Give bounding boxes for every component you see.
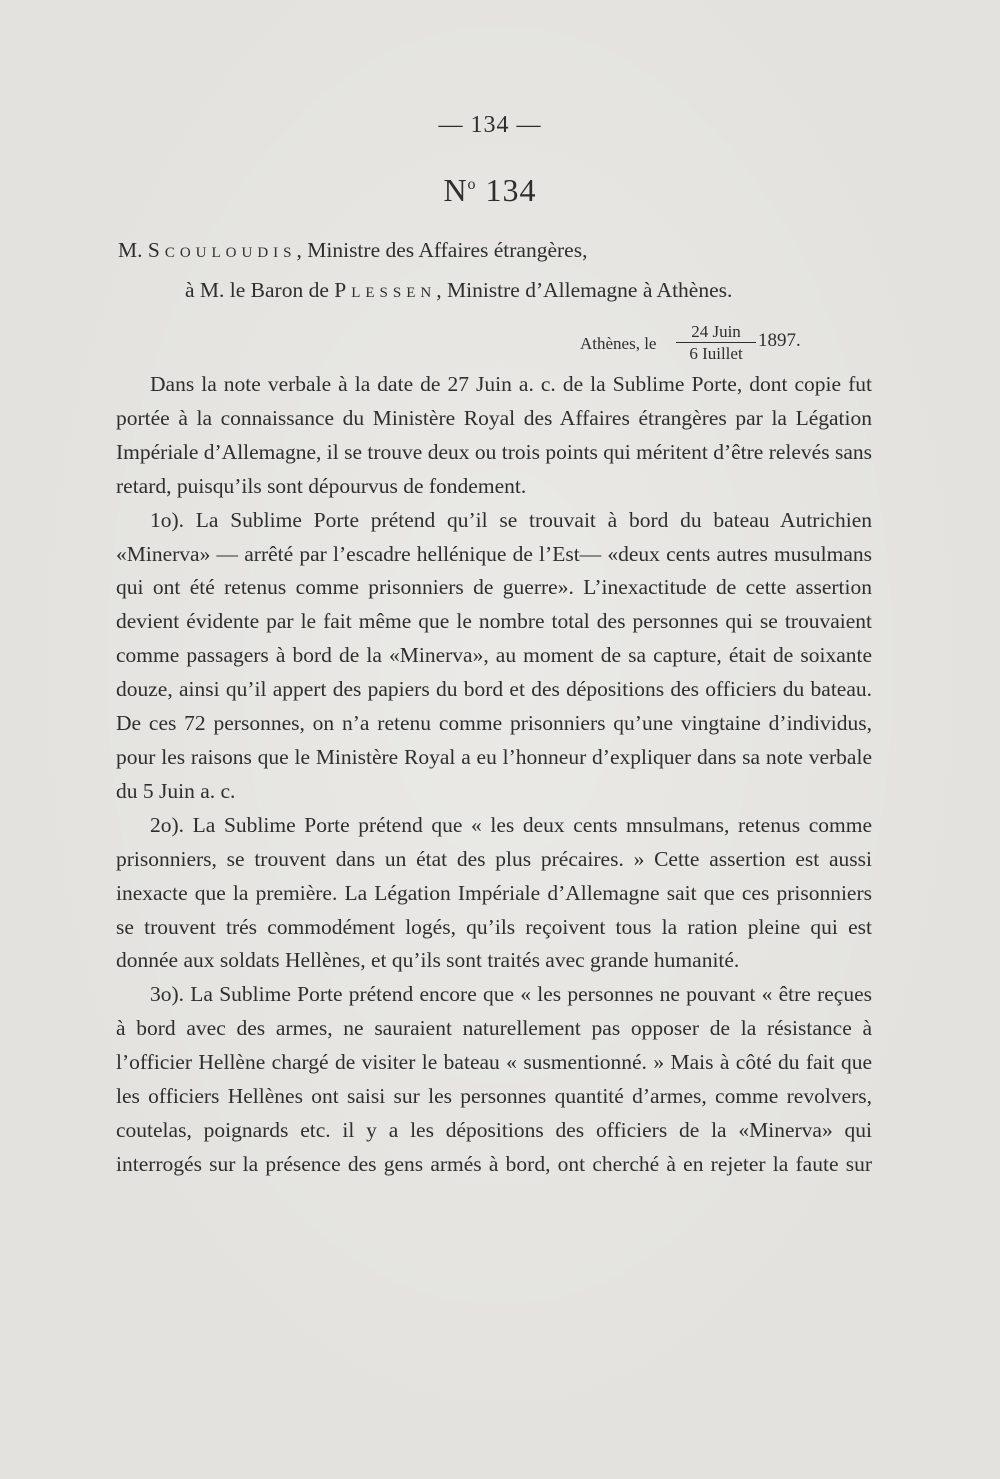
fraction-bar [676, 342, 756, 343]
sender-prefix: M. [118, 238, 148, 262]
document-number-value: 134 [485, 172, 537, 208]
dateline-place: Athènes, le [580, 334, 657, 353]
paragraph-point-1: 1o). La Sublime Porte prétend qu’il se trouvait à bord du bateau Autrichien «Minerva» — arrêté par l’escadre hellénique de l’Est— «deux cents autres musulmans qui ont été retenus comme prisonniers de guerre». L’inexactitude de cette assertion devient évidente par le fait même que le nombre total des personnes qui se trouvaient comme passagers à bord de la «Minerva», au moment de sa capture, était de soixante douze, ainsi qu’il appert des papiers du bord et des dépositions des officiers du bateau. De ces 72 personnes, on n’a retenu comme prisonniers qu’une vingtaine d’individus, pour les raisons que le Ministère Royal a eu l’honneur d’expliquer dans sa note verbale du 5 Juin a. c. [116, 507, 872, 803]
recipient-name: Plessen [334, 278, 437, 302]
paragraph-intro: Dans la note verbale à la date de 27 Juin a. c. de la Sublime Porte, dont copie fut portée à la connaissance du Ministère Royal des Affaires étrangères par la Légation Impériale d’Allemagne, il se trouve deux ou trois points qui méritent d’être relevés sans retard, puisqu’ils sont dépourvus de fondement. [116, 372, 872, 498]
sender-line [118, 238, 587, 263]
recipient-line [185, 278, 732, 303]
page-number: — 134 — [438, 112, 542, 138]
document-number [0, 172, 980, 209]
recipient-prefix: à M. le Baron de [185, 278, 335, 302]
letter-body [116, 368, 872, 1182]
dateline-year: 1897. [758, 330, 801, 351]
sender-name: Scouloudis [147, 238, 297, 262]
recipient-title: , Ministre d’Allemagne à Athènes. [436, 278, 733, 302]
sender-title: , Ministre des Affaires étrangères, [296, 238, 588, 262]
document-number-superscript: o [467, 176, 477, 193]
document-number-prefix: N [443, 172, 468, 208]
dateline-julian-date: 24 Juin [691, 322, 741, 341]
dateline-gregorian-date: 6 Iuillet [689, 344, 743, 363]
paragraph-point-2: 2o). La Sublime Porte prétend que « les deux cents mnsulmans, retenus comme prisonniers, se trouvent dans un état des plus précaires. » Cette assertion est aussi inexacte que la première. La Légation Impériale d’Allemagne sait que ces prisonniers se trouvent trés commodément logés, qu’ils reçoivent tous la ration pleine qui est donnée aux soldats Hellènes, et qu’ils sont traités avec grande humanité. [116, 812, 872, 973]
paragraph-point-3: 3o). La Sublime Porte prétend encore que « les personnes ne pouvant « être reçues à bord avec des armes, ne sauraient naturellement pas opposer de la résistance à l’officier Hellène chargé de visiter le bateau « susmentionné. » Mais à côté du fait que les officiers Hellènes ont saisi sur les personnes quantité d’armes, comme revolvers, coutelas, poignards etc. il y a les dépositions des officiers de la «Minerva» qui interrogés sur la présence des gens armés à bord, ont cherché à en rejeter la faute sur [116, 982, 872, 1176]
dateline-dual-date [676, 322, 756, 364]
